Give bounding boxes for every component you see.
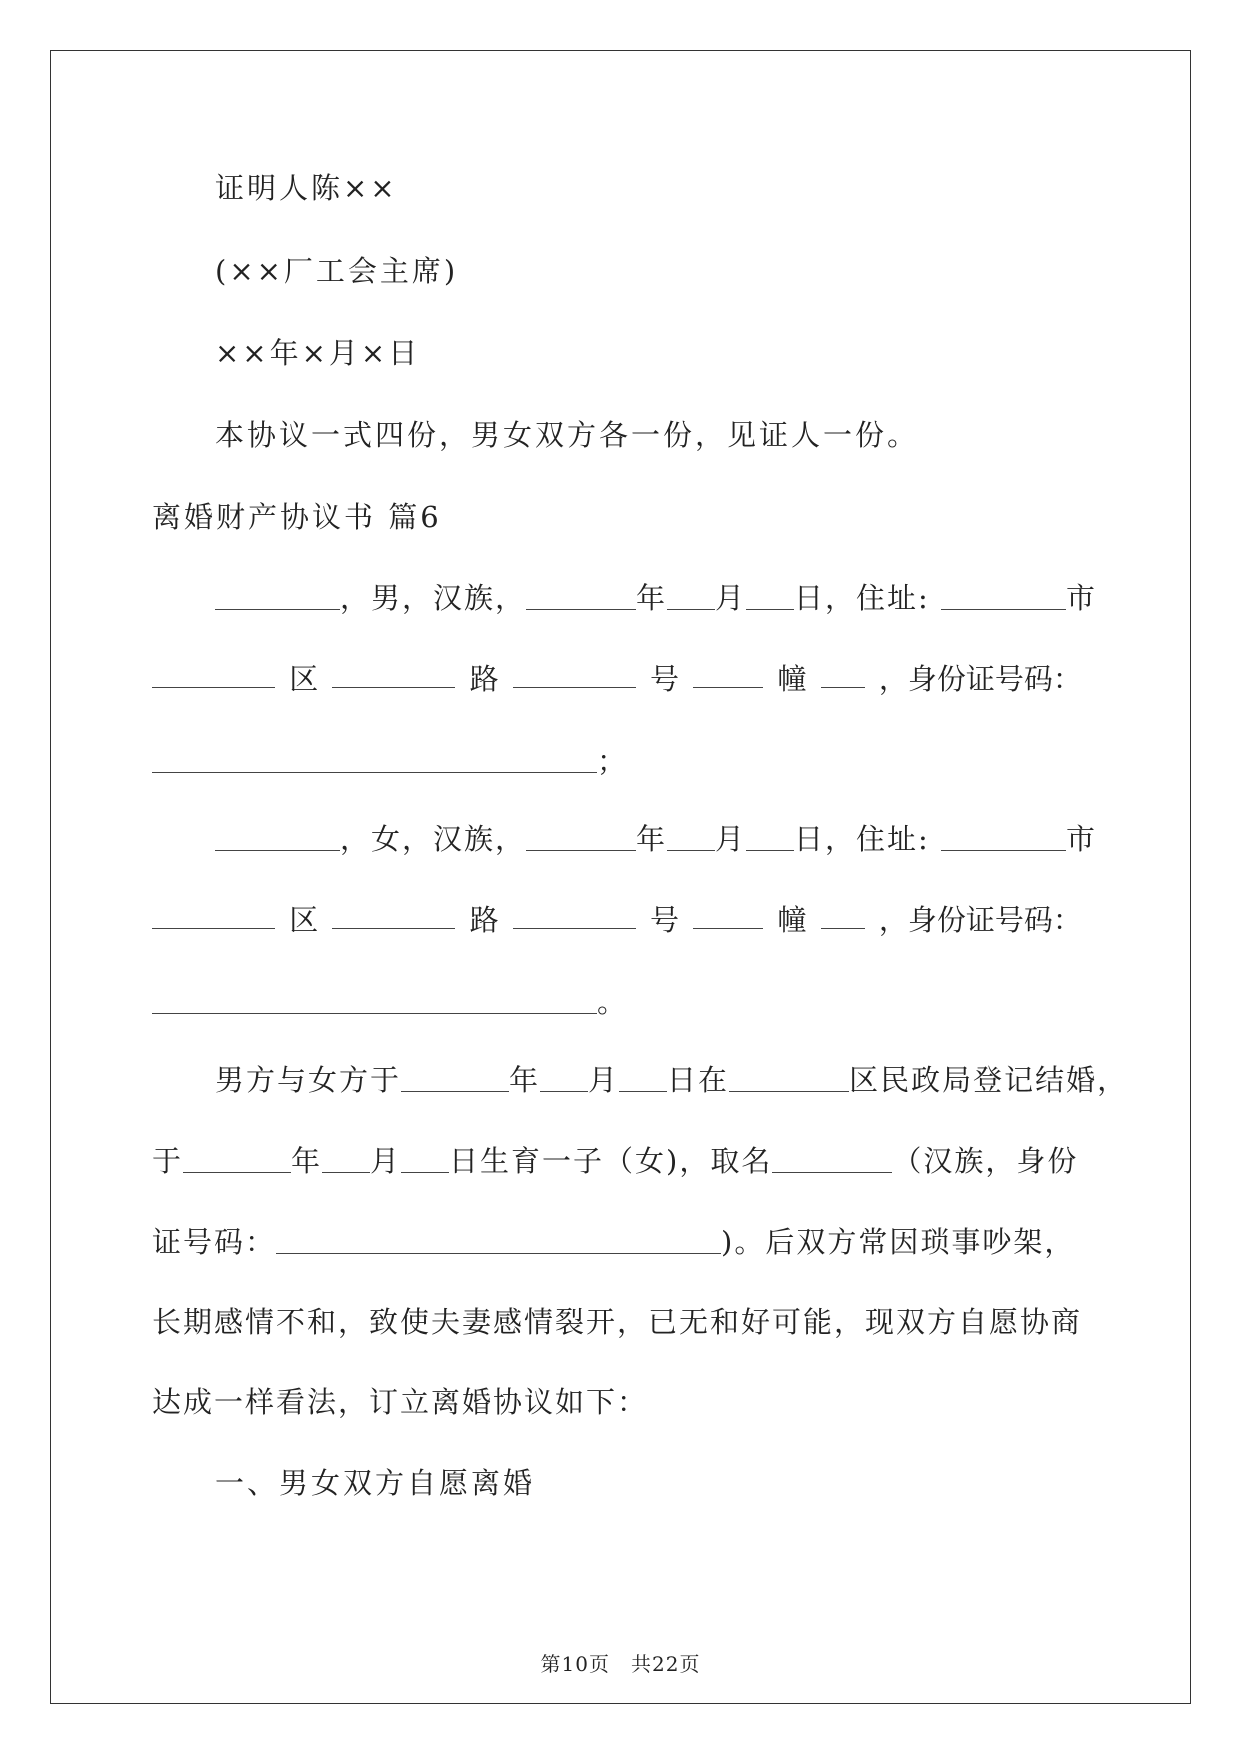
child-id-blank	[276, 1225, 721, 1254]
clause-1: 一、男女双方自愿离婚	[215, 1466, 536, 1500]
copies-note: 本协议一式四份，男女双方各一份，见证人一份。	[215, 418, 920, 452]
name-blank	[215, 581, 340, 610]
marriage-line-5: 达成一样看法，订立离婚协议如下：	[152, 1385, 649, 1419]
day-blank	[401, 1144, 449, 1173]
female-line-3: 。	[152, 982, 629, 1022]
month-blank	[322, 1144, 370, 1173]
total-pages: 22	[652, 1652, 680, 1676]
marriage-line-4: 长期感情不和，致使夫妻感情裂开，已无和好可能，现双方自愿协商	[152, 1305, 1083, 1339]
child-name-blank	[772, 1144, 892, 1173]
page-border	[50, 50, 1191, 1704]
male-line-2: 区 路 号 幢 ，身份证号码：	[152, 659, 1082, 699]
year-blank	[183, 1144, 291, 1173]
year-blank	[526, 822, 636, 851]
day-blank	[619, 1063, 667, 1092]
male-line-3: ；	[152, 741, 629, 781]
district-blank	[152, 900, 275, 929]
witness-date: ××年×月×日	[215, 336, 421, 370]
witness-line: 证明人陈××	[215, 171, 398, 205]
day-blank	[746, 822, 794, 851]
id-number-blank	[152, 985, 597, 1014]
male-line-1: ，男，汉族， 年 月 日，住址: 市	[215, 578, 1097, 618]
month-blank	[667, 581, 715, 610]
building-blank	[693, 659, 763, 688]
building-blank	[693, 900, 763, 929]
number-blank	[513, 659, 636, 688]
unit-blank	[821, 900, 865, 929]
section-title: 离婚财产协议书 篇6	[152, 500, 442, 534]
day-blank	[746, 581, 794, 610]
female-line-2: 区 路 号 幢 ，身份证号码：	[152, 900, 1082, 940]
city-blank	[941, 581, 1066, 610]
district-blank	[729, 1063, 849, 1092]
road-blank	[332, 900, 455, 929]
road-blank	[332, 659, 455, 688]
district-blank	[152, 659, 275, 688]
city-blank	[941, 822, 1066, 851]
page-footer: 第10页 共22页	[540, 1652, 701, 1676]
month-blank	[667, 822, 715, 851]
marriage-line-1: 男方与女方于 年 月 日在 区民政局登记结婚，	[215, 1063, 1129, 1097]
number-blank	[513, 900, 636, 929]
month-blank	[540, 1063, 588, 1092]
marriage-line-2: 于 年 月 日生育一子（女)，取名 （汉族，身份	[152, 1144, 1079, 1178]
female-line-1: ，女，汉族， 年 月 日，住址: 市	[215, 819, 1097, 859]
name-blank	[215, 822, 340, 851]
unit-blank	[821, 659, 865, 688]
year-blank	[526, 581, 636, 610]
page-number: 10	[561, 1652, 589, 1676]
year-blank	[401, 1063, 509, 1092]
marriage-line-3: 证号码： )。后双方常因琐事吵架，	[152, 1225, 1076, 1259]
witness-title: (××厂工会主席)	[215, 254, 459, 288]
id-number-blank	[152, 744, 597, 773]
